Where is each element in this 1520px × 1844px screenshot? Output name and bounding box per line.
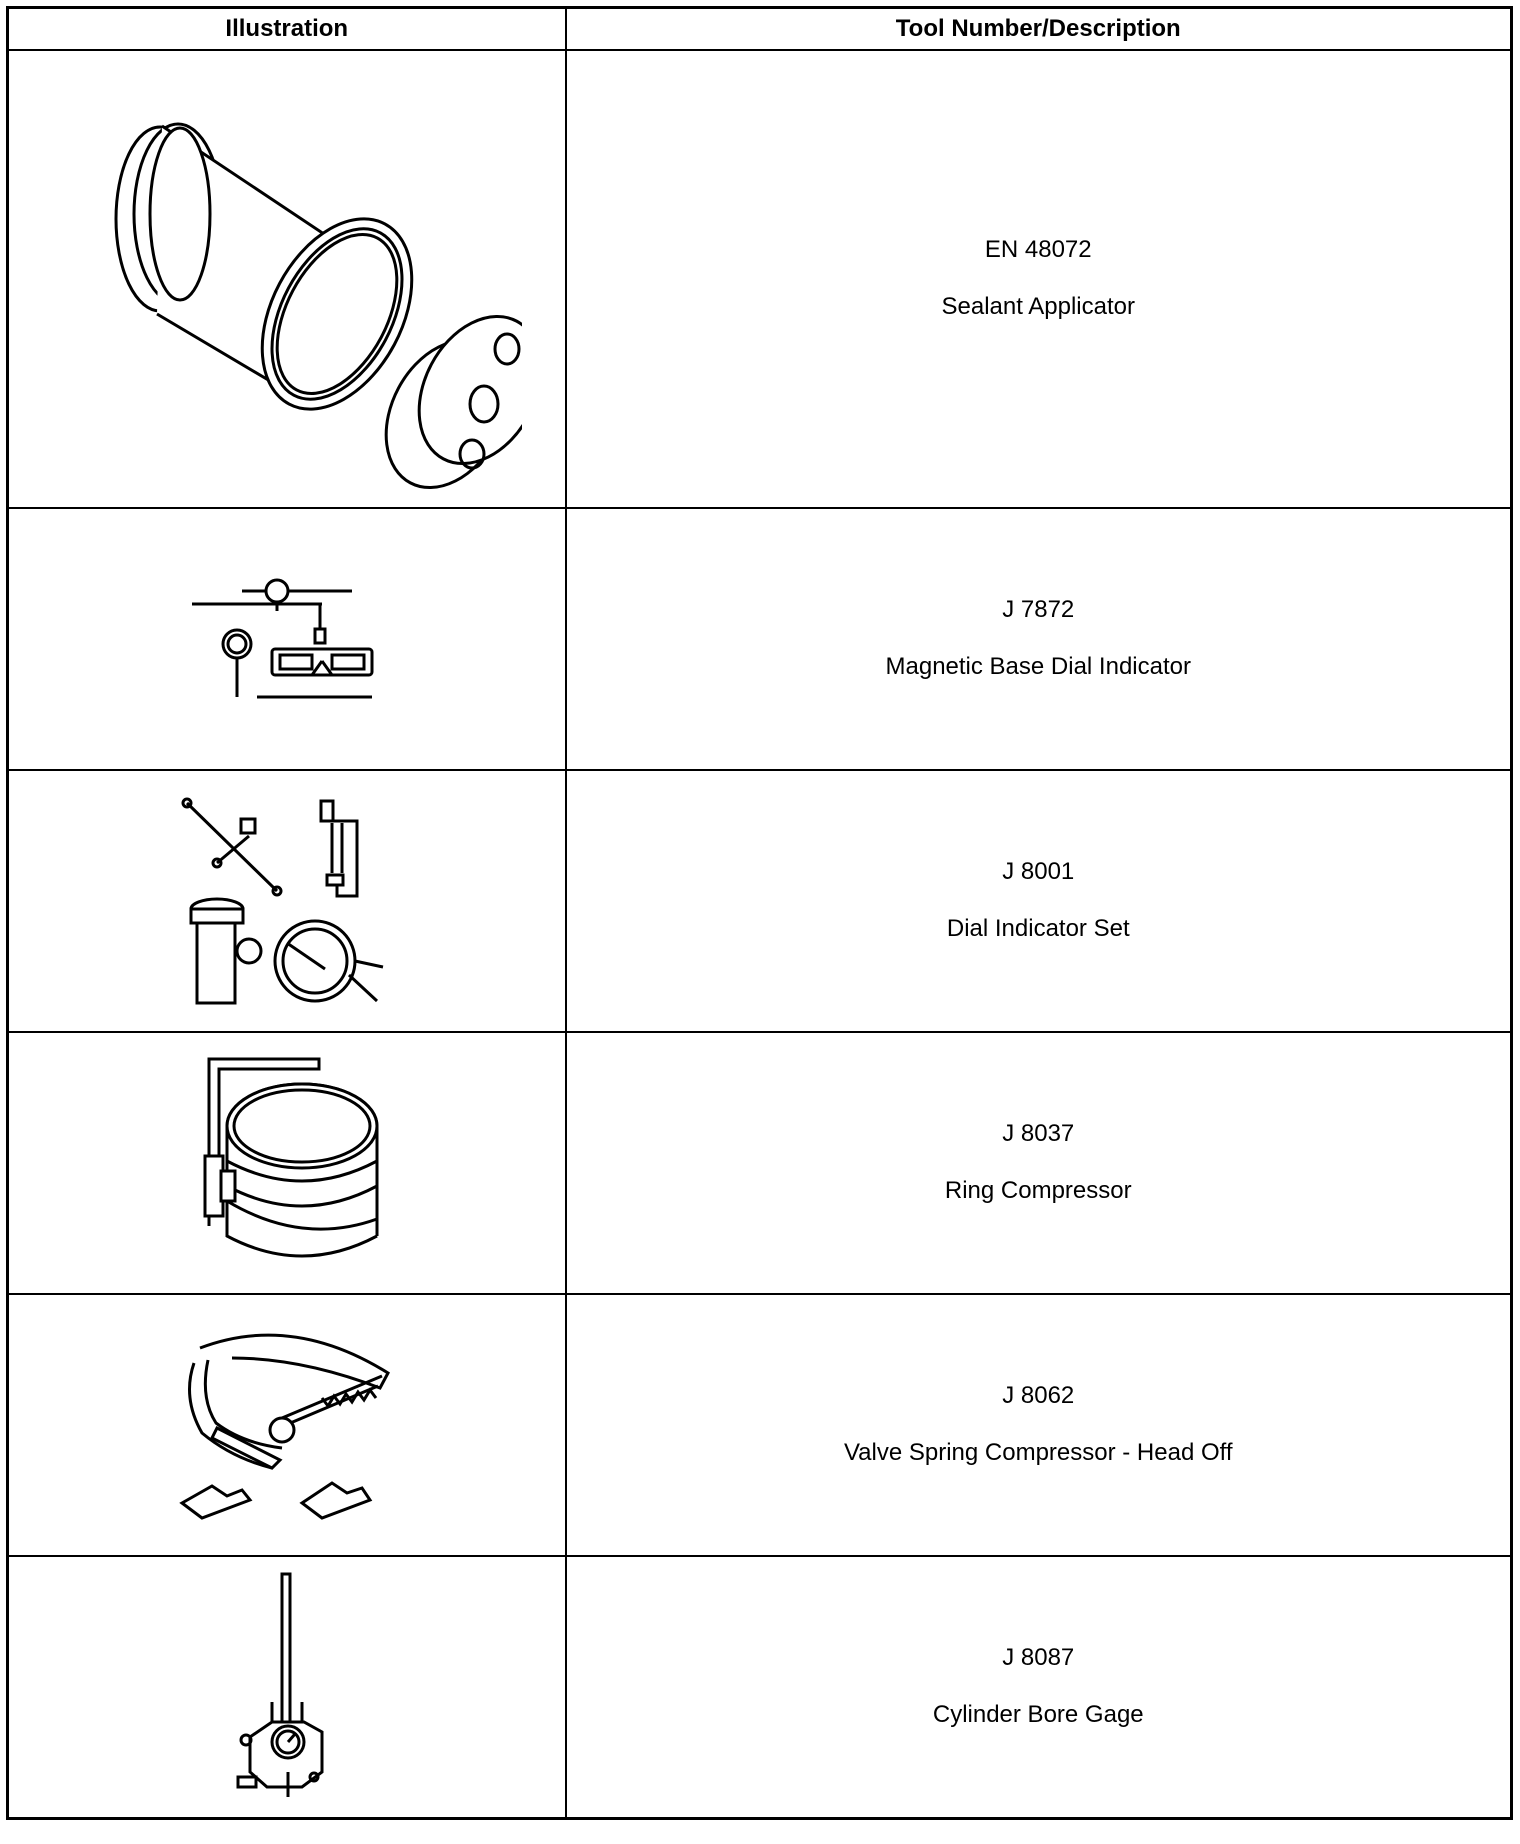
tool-name: Magnetic Base Dial Indicator (885, 653, 1191, 680)
cylinder-bore-gage-icon (232, 1572, 342, 1802)
header-row (8, 8, 1512, 51)
tool-number: J 7872 (1002, 596, 1075, 624)
tool-description-cell (566, 508, 1512, 770)
ring-compressor-icon (187, 1051, 387, 1276)
table-row (8, 770, 1512, 1032)
tool-number: J 8037 (1002, 1120, 1075, 1148)
magnetic-base-dial-indicator-icon (172, 569, 402, 709)
tool-name: Ring Compressor (944, 1177, 1132, 1204)
tool-number: J 8087 (1002, 1644, 1075, 1672)
table-row (8, 1032, 1512, 1294)
illustration-cell (8, 1294, 566, 1556)
tool-name: Cylinder Bore Gage (932, 1701, 1144, 1728)
tool-number: J 8001 (1002, 858, 1075, 886)
illustration-cell (8, 1556, 566, 1819)
sealant-applicator-icon (52, 64, 522, 494)
table-row (8, 1294, 1512, 1556)
illustration-cell (8, 508, 566, 770)
tool-name: Dial Indicator Set (946, 915, 1130, 942)
table-row (8, 50, 1512, 508)
tool-description-cell (566, 1556, 1512, 1819)
table-row (8, 508, 1512, 770)
tool-number: J 8062 (1002, 1382, 1075, 1410)
tool-number: EN 48072 (984, 236, 1092, 264)
valve-spring-compressor-icon (172, 1318, 402, 1533)
illustration-cell (8, 1032, 566, 1294)
tool-header: Tool Number/Description (566, 8, 1512, 51)
illustration-header: Illustration (8, 8, 566, 51)
tool-description-cell (566, 50, 1512, 508)
tool-description-cell (566, 1032, 1512, 1294)
dial-indicator-set-icon (177, 791, 397, 1011)
tool-name: Valve Spring Compressor - Head Off (843, 1439, 1233, 1466)
tools-table (6, 6, 1513, 1820)
tool-name: Sealant Applicator (941, 293, 1135, 320)
table-row (8, 1556, 1512, 1819)
tool-description-cell (566, 770, 1512, 1032)
illustration-cell (8, 50, 566, 508)
illustration-cell (8, 770, 566, 1032)
tool-description-cell (566, 1294, 1512, 1556)
